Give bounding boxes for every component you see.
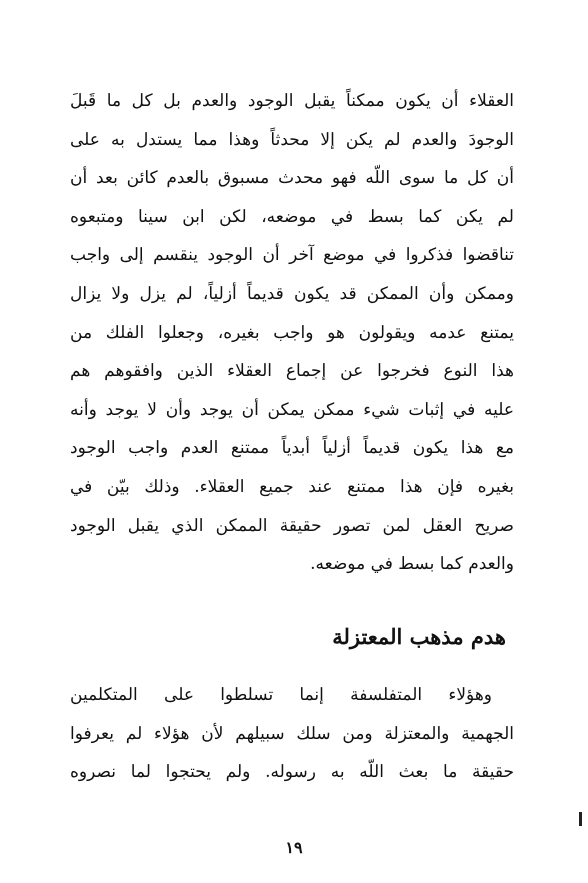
- page-number: ١٩: [285, 838, 303, 857]
- text-line: وهؤلاء المتفلسفة إنما تسلطوا على المتكلمين: [70, 685, 492, 705]
- text-line: أن كل ما سوى اللّه فهو محدث مسبوق بالعدم كائن بعد أن: [70, 168, 514, 189]
- text-line: صريح العقل لمن تصور حقيقة الممكن الذي يقبل الوجود: [70, 515, 514, 536]
- text-line: الوجودَ والعدم لم يكن إلا محدثاً وهذا مما يستدل به على: [70, 129, 514, 150]
- text-line: وممكن وأن الممكن قد يكون قديماً أزلياً، لم يزل ولا يزال: [70, 283, 514, 304]
- text-line: تناقضوا فذكروا في موضع آخر أن الوجود ينقسم إلى واجب: [70, 245, 514, 266]
- section-heading: هدم مذهب المعتزلة: [332, 624, 506, 649]
- text-line: الجهمية والمعتزلة ومن سلك سبيلهم لأن هؤلاء لم يعرفوا: [70, 723, 514, 744]
- page-edge-mark: [579, 812, 582, 826]
- body-paragraph: [70, 676, 514, 792]
- text-line: عليه في إثبات شيء ممكن يمكن أن يوجد وأن لا يوجد وأنه: [70, 399, 514, 420]
- text-line: هذا النوع فخرجوا عن إجماع العقلاء الذين وافقوهم هم: [70, 361, 514, 382]
- text-line: العقلاء أن يكون ممكناً يقبل الوجود والعدم بل كل ما قَبلَ: [70, 91, 514, 111]
- text-line: والعدم كما بسط في موضعه.: [310, 554, 514, 575]
- text-line: مع هذا يكون قديماً أزلياً أبدياً ممتنع العدم واجب الوجود: [70, 438, 514, 459]
- body-paragraph: [70, 82, 514, 584]
- text-line: يمتنع عدمه ويقولون هو واجب بغيره، وجعلوا الفلك من: [70, 322, 514, 343]
- text-line: بغيره فإن هذا ممتنع عند جميع العقلاء. وذلك بيّن في: [70, 476, 514, 497]
- text-line: لم يكن كما بسط في موضعه، لكن ابن سينا ومتبعوه: [70, 206, 514, 227]
- text-line: حقيقة ما بعث اللّه به رسوله. ولم يحتجوا لما نصروه: [70, 762, 514, 783]
